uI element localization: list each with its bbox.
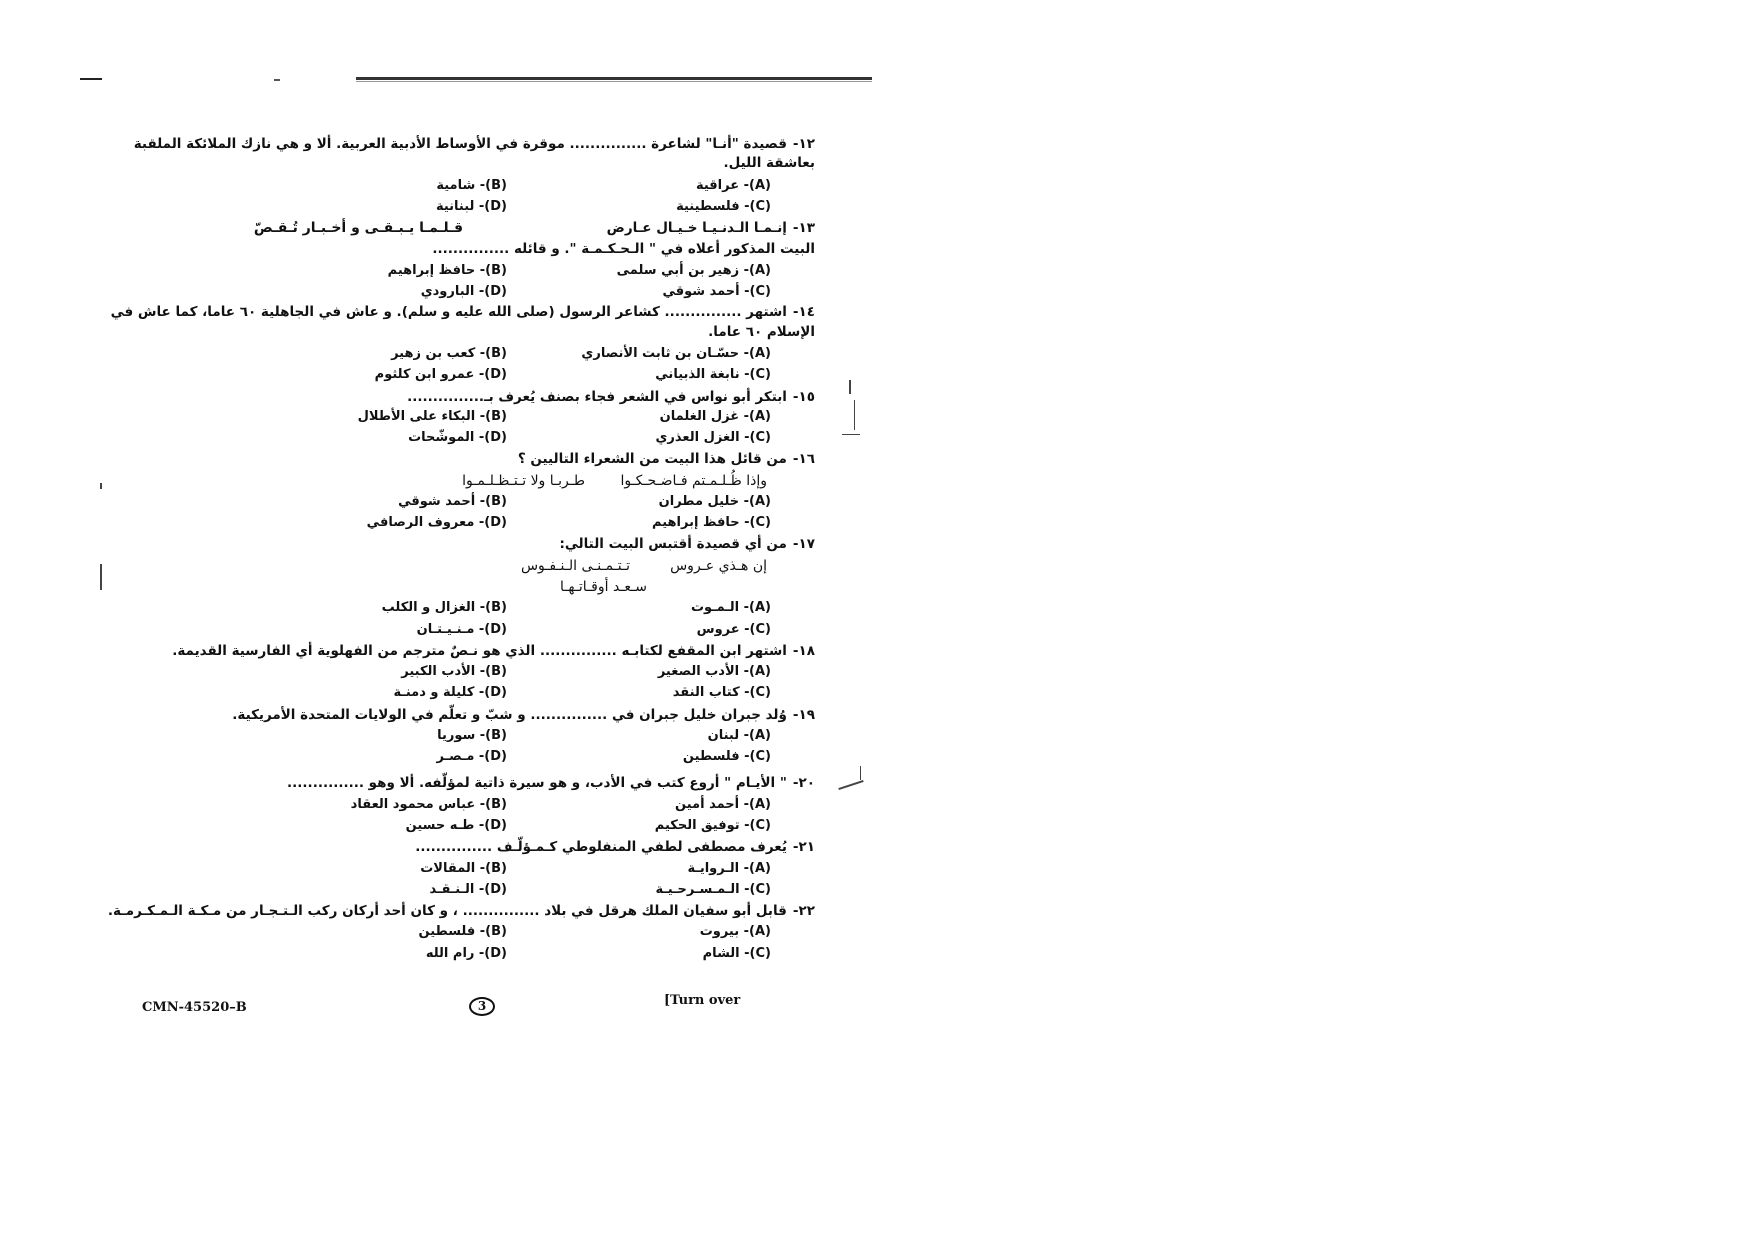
option-b: (B)- عباس محمود العقاد — [350, 797, 507, 812]
option-a: (A)- الـمـوت — [690, 600, 771, 615]
verse-first-half: وإذا ظُـلـمـتم فـاضـحـكـوا — [620, 473, 767, 489]
question-number: ٢٢- — [792, 903, 815, 919]
paper-code: CMN-45520–B — [142, 1000, 247, 1015]
question-number: ١٧- — [792, 536, 815, 552]
question-13-continuation: البيت المذكور أعلاه في " الـحـكـمـة ". و قائله ............... — [432, 241, 815, 257]
question-text: من قائل هذا البيت من الشعراء التاليين ؟ — [517, 451, 787, 467]
option-a: (A)- الأدب الصغير — [657, 664, 771, 679]
verse-left: إنـمـا الـدنـيـا خـيـال عـارض — [606, 220, 787, 236]
question-text: قابل أبو سفيان الملك هرقل في بلاد ............... ، و كان أحد أركان ركب الـتـجـار من مـكـة الـمـكـرمـة. — [107, 903, 787, 919]
option-d: (D)- كليلة و دمنـة — [393, 685, 507, 700]
option-b: (B)- كعب بن زهير — [391, 346, 507, 361]
question-text: " الأيـام " أروع كتب في الأدب، و هو سيرة ذاتية لمؤلّفه. ألا وهو ............... — [287, 775, 787, 791]
top-rule-long — [356, 77, 872, 80]
question-16 — [518, 450, 815, 468]
option-c: (C)- أحمد شوقي — [662, 284, 771, 299]
scan-mark — [849, 380, 851, 394]
question-text: يُعرف مصطفى لطفي المنفلوطي كـمـؤلّـف ............... — [415, 839, 787, 855]
option-a: (A)- أحمد أمين — [675, 797, 771, 812]
question-18 — [172, 642, 815, 660]
option-a: (A)- لبنان — [707, 728, 771, 743]
option-b: (B)- شامية — [436, 178, 507, 193]
verse-first-half: إن هـذي عـروس — [670, 558, 767, 574]
option-a: (A)- بيروت — [699, 924, 771, 939]
question-number: ١٥- — [792, 389, 815, 405]
option-d: (D)- الموشّحات — [408, 430, 507, 445]
option-b: (B)- سوريا — [437, 728, 507, 743]
option-d: (D)- معروف الرصافي — [366, 515, 507, 530]
option-d: (D)- طـه حسين — [405, 818, 507, 833]
scan-mark — [860, 766, 861, 780]
question-12 — [134, 135, 815, 153]
option-c: (C)- الغزل العذري — [655, 430, 771, 445]
option-c: (C)- فلسطينية — [676, 199, 771, 214]
option-d: (D)- مـنـيـتـان — [416, 622, 507, 637]
verse-third-line: سـعـد أوقـاتـهـا — [559, 579, 647, 595]
question-14-continuation: الإسلام ٦٠ عاما. — [708, 324, 815, 340]
option-d: (D)- لبنانية — [435, 199, 507, 214]
option-c: (C)- نابغة الذبياني — [655, 367, 771, 382]
question-number: ١٣- — [792, 220, 815, 236]
question-text: من أي قصيدة أقتبس البيت التالي: — [559, 536, 787, 552]
question-14 — [111, 303, 815, 321]
option-d: (D)- البارودي — [420, 284, 507, 299]
page-number: 3 — [469, 997, 495, 1016]
option-c: (C)- الشام — [702, 946, 771, 961]
top-rule-dot — [274, 79, 280, 81]
option-a: (A)- خليل مطران — [658, 494, 771, 509]
question-number: ١٦- — [792, 451, 815, 467]
question-21 — [415, 838, 815, 856]
option-c: (C)- عروس — [696, 622, 771, 637]
option-a: (A)- الـروايـة — [687, 861, 771, 876]
question-text: اشتهر ............... كشاعر الرسول (صلى الله عليه و سلم). و عاش في الجاهلية ٦٠ عاما، كما عاش في — [110, 304, 787, 320]
question-13 — [607, 219, 815, 237]
option-a: (A)- عراقية — [695, 178, 771, 193]
option-a: (A)- حسّـان بن ثابت الأنصاري — [581, 346, 771, 361]
scan-mark — [100, 564, 102, 590]
question-text: ابتكر أبو نواس في الشعر فجاء بصنف يُعرف بـ............... — [407, 389, 787, 405]
question-number: ١٤- — [792, 304, 815, 320]
verse-second-half: طـربـا ولا تـتـظـلـمـوا — [462, 473, 585, 489]
option-b: (B)- حافظ إبراهيم — [387, 263, 507, 278]
question-number: ١٢- — [792, 136, 815, 152]
question-number: ٢٠- — [792, 775, 815, 791]
option-c: (C)- حافظ إبراهيم — [652, 515, 771, 530]
option-c: (C)- الـمـسـرحـيـة — [655, 882, 771, 897]
question-17 — [559, 535, 815, 553]
question-text: وُلد جبران خليل جبران في ............... و شبّ و تعلّم في الولايات المتحدة الأمريكية. — [232, 707, 787, 723]
turn-over-note: [Turn over — [664, 993, 741, 1008]
option-a: (A)- غزل الغلمان — [659, 409, 771, 424]
verse-right: قـلـمـا يـبـقـى و أخـبـار تُـقـصّ — [253, 220, 463, 236]
scan-mark — [854, 400, 855, 430]
option-b: (B)- المقالات — [420, 861, 507, 876]
option-d: (D)- الـنـقـد — [429, 882, 507, 897]
question-20 — [287, 774, 815, 792]
question-number: ١٨- — [792, 643, 815, 659]
option-c: (C)- توفيق الحكيم — [654, 818, 771, 833]
option-d: (D)- عمرو ابن كلثوم — [374, 367, 507, 382]
option-c: (C)- فلسطين — [682, 749, 771, 764]
question-19 — [232, 706, 815, 724]
scan-mark — [100, 483, 102, 489]
option-d: (D)- مـصـر — [436, 749, 507, 764]
option-b: (B)- أحمد شوقي — [398, 494, 507, 509]
question-text: قصيدة "أنـا" لشاعرة ............... موقرة في الأوساط الأدبية العربية. ألا و هي نازك الملائكة الملقبة — [133, 136, 787, 152]
top-rule-long-shadow — [356, 81, 872, 82]
question-12-continuation: بعاشقة الليل. — [723, 155, 815, 171]
option-b: (B)- الغزال و الكلب — [381, 600, 507, 615]
option-b: (B)- الأدب الكبير — [401, 664, 507, 679]
scan-mark — [842, 434, 860, 435]
top-rule-short — [80, 78, 102, 80]
question-number: ١٩- — [792, 707, 815, 723]
question-15 — [407, 388, 815, 406]
question-22 — [108, 902, 815, 920]
option-b: (B)- البكاء على الأطلال — [357, 409, 507, 424]
option-c: (C)- كتاب النقد — [672, 685, 771, 700]
verse-second-half: تـتـمـنـى الـنـفـوس — [520, 558, 630, 574]
scan-mark — [838, 780, 863, 790]
option-b: (B)- فلسطين — [418, 924, 507, 939]
option-a: (A)- زهير بن أبي سلمى — [616, 263, 771, 278]
question-number: ٢١- — [792, 839, 815, 855]
question-text: اشتهر ابن المقفع لكتابـه ............... الذي هو نـصٌ مترجم من الفهلوية أي الفارسية القديمة. — [172, 643, 787, 659]
option-d: (D)- رام الله — [425, 946, 507, 961]
